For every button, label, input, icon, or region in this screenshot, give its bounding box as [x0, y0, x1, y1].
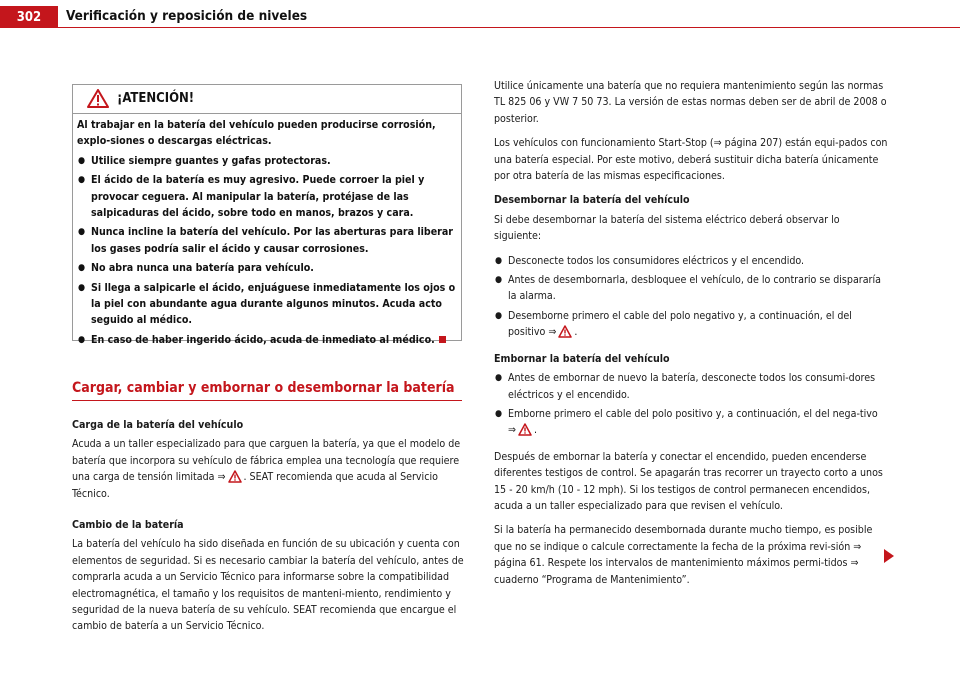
paragraph-long-disconnect: Si la batería ha permanecido desembornada durante mucho tiempo, es posible que no se indique o calcule correctamente la fecha de la próxima revi-sión ⇒ página 61. Respete los intervalos de mantenimiento máximos permi-tidos ⇒ cuaderno “Programa de Mantenimiento”. — [494, 524, 873, 586]
paragraph-battery-type: Utilice únicamente una batería que no requiera mantenimiento según las normas TL 825 06 y VW 7 50 73. La versión de estas normas deben ser de abril de 2008 o posterior. — [494, 80, 887, 125]
warning-bullet: ● Nunca incline la batería del vehículo. Por las aberturas para liberar los gases podría salir el ácido y causar corrosiones. — [77, 224, 457, 257]
paragraph-replace: La batería del vehículo ha sido diseñada en función de su ubicación y cuenta con elementos de seguridad. Si es necesario cambiar la batería del vehículo, antes de comprarla acuda a un Servicio Técnico para informarse sobre la compatibilidad electromagnética, el tamaño y los requisitos de manteni-miento, rendimiento y seguridad de la nueva batería de su vehículo. SEAT recomienda que encargue el cambio de batería a un Servicio Técnico. — [72, 538, 464, 633]
subheading-disconnect: Desembornar la batería del vehículo — [494, 194, 690, 207]
list-item-text: Desemborne primero el cable del polo negativo y, a continuación, el del positivo ⇒ — [508, 309, 852, 339]
list-item — [494, 406, 888, 439]
subheading-replace: Cambio de la batería — [72, 519, 184, 532]
chapter-title: Verificación y reposición de niveles — [66, 8, 308, 24]
right-column — [494, 78, 888, 596]
section-title: Cargar, cambiar y embornar o desembornar la batería — [72, 380, 462, 401]
subheading-charge: Carga de la batería del vehículo — [72, 419, 244, 431]
list-item — [494, 308, 888, 341]
list-item: ● Antes de embornar de nuevo la batería, desconecte todos los consumi-dores eléctricos y el encendido. — [494, 370, 888, 403]
next-page-arrow-icon[interactable] — [884, 549, 894, 563]
list-item-text: . — [534, 424, 538, 437]
warning-bullet: ● El ácido de la batería es muy agresivo. Puede corroer la piel y provocar ceguera. Al manipular la batería, protéjase de las salpicaduras del ácido, sobre todo en manos, brazos y cara. — [77, 172, 457, 221]
list-item: ● Desconecte todos los consumidores eléctricos y el encendido. — [494, 253, 888, 269]
page-number: 302 — [0, 6, 58, 28]
warning-header — [73, 85, 461, 114]
paragraph-text: Acuda a un taller especializado para que carguen la batería, ya que el modelo de batería que incorpora su vehículo de fábrica emplea una tecnología que requiere una carga de tensión limitada ⇒ — [72, 438, 461, 484]
list-item: ● Antes de desembornarla, desbloquee el vehículo, de lo contrario se dispararía la alarma. — [494, 272, 888, 305]
header-rule — [58, 27, 960, 28]
warning-bullet: ● Si llega a salpicarle el ácido, enjuáguese inmediatamente los ojos o la piel con abundante agua durante algunos minutos. Acuda acto seguido al médico. — [77, 280, 457, 329]
paragraph-start-stop: Los vehículos con funcionamiento Start-Stop (⇒ página 207) están equi-pados con una batería especial. Por este motivo, deberá sustituir dicha batería únicamente por otra batería de las mismas especificaciones. — [494, 137, 888, 183]
warning-bullet-last — [77, 332, 457, 348]
warning-box — [72, 84, 462, 346]
warning-ref-icon[interactable] — [228, 470, 242, 483]
warning-bullet: ● No abra nunca una batería para vehículo. — [77, 260, 457, 276]
paragraph-disconnect-intro: Si debe desembornar la batería del sistema eléctrico deberá observar lo siguiente: — [494, 213, 840, 243]
warning-ref-icon[interactable] — [518, 423, 532, 436]
list-item-text: Emborne primero el cable del polo positivo y, a continuación, el del nega-tivo ⇒ — [508, 407, 878, 437]
warning-body — [73, 114, 461, 348]
warning-triangle-icon — [87, 89, 109, 108]
warning-bullet-text: En caso de haber ingerido ácido, acuda de inmediato al médico. — [91, 333, 435, 346]
warning-title: ¡ATENCIÓN! — [117, 91, 195, 106]
left-column — [72, 417, 464, 643]
subheading-connect: Embornar la batería del vehículo — [494, 352, 670, 365]
paragraph-after-connect: Después de embornar la batería y conectar el encendido, pueden encenderse diferentes testigos de control. Se apagarán tras recorrer un trayecto corto a unos 15 - 20 km/h (10 - 12 mph). Si los testigos de control permanecen encendidos, acuda a un taller especializado para que revisen el vehículo. — [494, 450, 883, 512]
list-item-text: . — [574, 326, 578, 339]
end-square-icon — [439, 336, 446, 343]
page-header — [0, 0, 960, 30]
warning-ref-icon[interactable] — [558, 325, 572, 338]
warning-intro: Al trabajar en la batería del vehículo pueden producirse corrosión, explo-siones o descargas eléctricas. — [77, 119, 436, 148]
paragraph-text: . SEAT recomienda que acuda al Servicio Técnico. — [72, 471, 438, 500]
paragraph-charge — [72, 436, 464, 502]
warning-bullet: ● Utilice siempre guantes y gafas protectoras. — [77, 153, 457, 169]
